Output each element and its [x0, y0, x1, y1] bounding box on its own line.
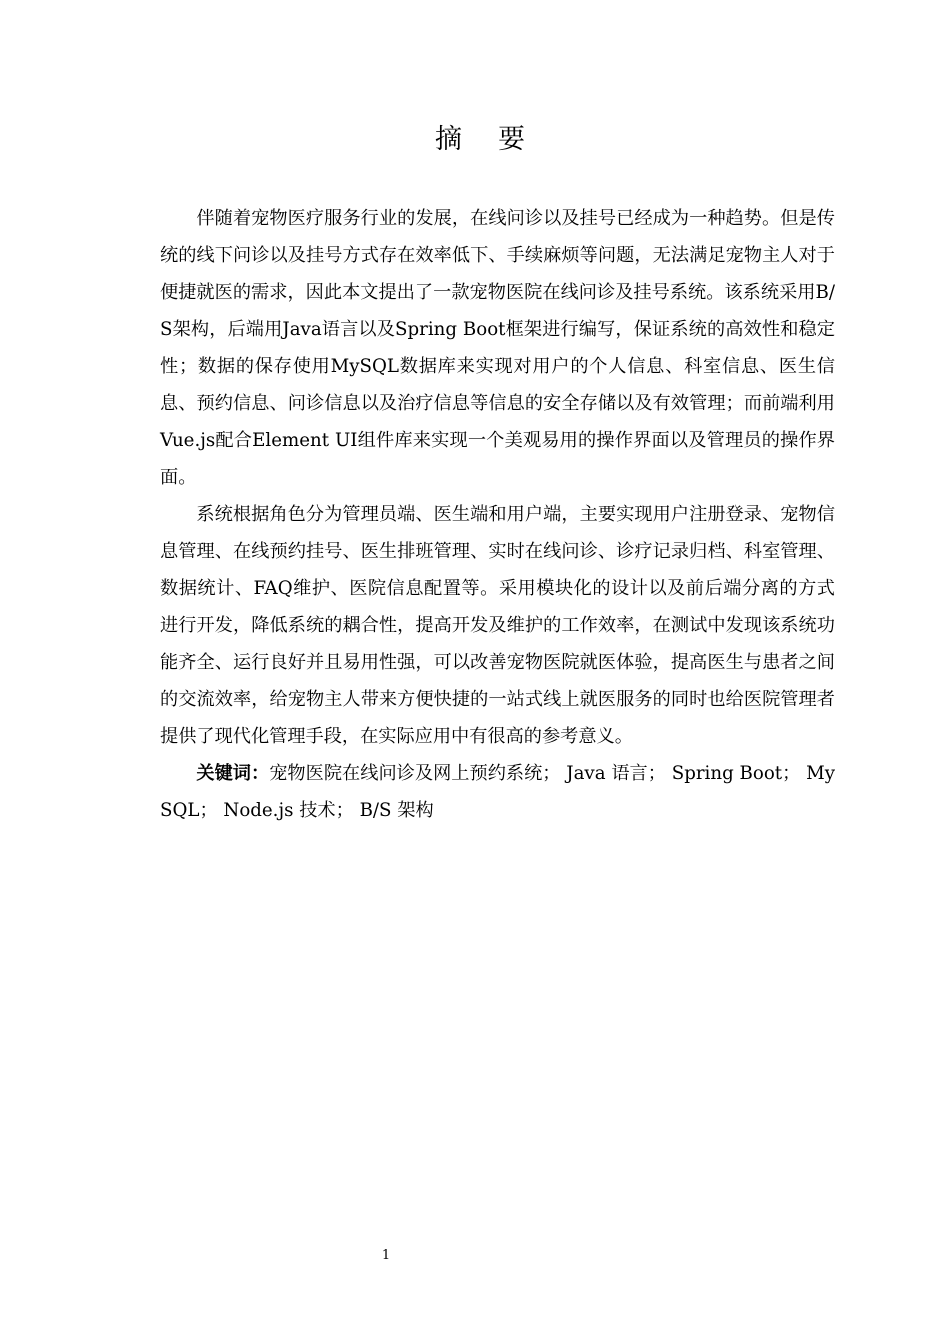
- abstract-body: [160, 200, 835, 829]
- page-number: 1: [381, 1248, 391, 1263]
- keywords-line: [160, 755, 835, 829]
- keywords-label: 关键词：: [196, 763, 270, 784]
- abstract-paragraph-2: 系统根据角色分为管理员端、医生端和用户端，主要实现用户注册登录、宠物信息管理、在线预约挂号、医生排班管理、实时在线问诊、诊疗记录归档、科室管理、数据统计、FAQ维护、医院信息配置等。采用模块化的设计以及前后端分离的方式进行开发，降低系统的耦合性，提高开发及维护的工作效率，在测试中发现该系统功能齐全、运行良好并且易用性强，可以改善宠物医院就医体验，提高医生与患者之间的交流效率，给宠物主人带来方便快捷的一站式线上就医服务的同时也给医院管理者提供了现代化管理手段，在实际应用中有很高的参考意义。: [160, 504, 835, 747]
- abstract-paragraph-1: 伴随着宠物医疗服务行业的发展，在线问诊以及挂号已经成为一种趋势。但是传统的线下问诊以及挂号方式存在效率低下、手续麻烦等问题，无法满足宠物主人对于便捷就医的需求，因此本文提出了一款宠物医院在线问诊及挂号系统。该系统采用B/S架构，后端用Java语言以及Spring Boot框架进行编写，保证系统的高效性和稳定性；数据的保存使用MySQL数据库来实现对用户的个人信息、科室信息、医生信息、预约信息、问诊信息以及治疗信息等信息的安全存储以及有效管理；而前端利用Vue.js配合Element UI组件库来实现一个美观易用的操作界面以及管理员的操作界面。: [160, 208, 835, 488]
- keywords-text: 宠物医院在线问诊及网上预约系统； Java 语言； Spring Boot； MySQL； Node.js 技术； B/S 架构: [160, 763, 835, 821]
- abstract-title: 摘要: [435, 124, 561, 155]
